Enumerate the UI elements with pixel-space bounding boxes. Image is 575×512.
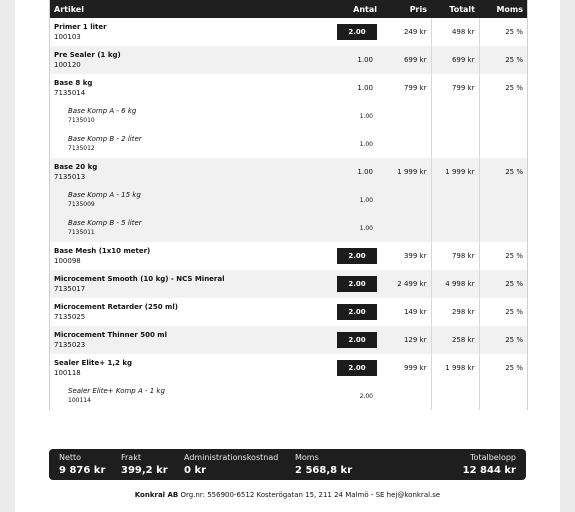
article-code: 100098 — [54, 256, 81, 265]
cell-total: 798 kr — [431, 242, 479, 270]
cell-vat: 25 % — [505, 308, 523, 316]
cell-price: 1 999 kr — [381, 158, 431, 186]
cell-price — [381, 130, 431, 158]
article-code: 100120 — [54, 60, 81, 69]
article-code: 100118 — [54, 368, 81, 377]
summary-netto-value: 9 876 kr — [59, 465, 106, 476]
table-header-row — [50, 0, 527, 18]
order-table-wrapper — [49, 0, 528, 410]
cell-price: 999 kr — [381, 354, 431, 382]
quantity-input[interactable]: 2.00 — [337, 332, 377, 348]
table-row — [50, 242, 527, 270]
article-name: Microcement Retarder (250 ml) — [54, 302, 178, 311]
summary-netto — [59, 453, 105, 478]
table-row — [50, 270, 527, 298]
cell-quantity — [333, 186, 381, 214]
article-code: 7135017 — [54, 284, 86, 293]
quantity-value: 1.00 — [359, 113, 373, 120]
quantity-value: 1.00 — [359, 141, 373, 148]
article-name: Base Mesh (1x10 meter) — [54, 246, 151, 255]
sub-component-row — [50, 130, 527, 158]
cell-total: 298 kr — [431, 298, 479, 326]
cell-quantity — [333, 46, 381, 74]
cell-total: 1 998 kr — [431, 354, 479, 382]
quantity-value: 1.00 — [357, 168, 373, 176]
summary-total-label: Totalbelopp — [470, 453, 516, 462]
cell-price: 399 kr — [381, 242, 431, 270]
summary-frakt — [121, 453, 168, 478]
quantity-input[interactable]: 2.00 — [337, 248, 377, 264]
quantity-input[interactable]: 2.00 — [337, 304, 377, 320]
table-row — [50, 74, 527, 102]
cell-quantity — [333, 298, 381, 326]
article-code: 7135013 — [54, 172, 86, 181]
cell-vat: 25 % — [505, 252, 523, 260]
sub-component-row — [50, 214, 527, 242]
cell-article — [50, 298, 333, 326]
cell-total — [431, 382, 479, 410]
footer-details: Org.nr: 556900-6512 Kosterögatan 15, 211 24 Malmö - SE hej@konkral.se — [180, 491, 441, 499]
quantity-value: 1.00 — [357, 56, 373, 64]
footer-company: Konkral AB — [134, 491, 179, 499]
article-name: Base Komp B - 2 liter — [68, 134, 142, 143]
cell-vat: 25 % — [505, 336, 523, 344]
summary-frakt-value: 399,2 kr — [121, 465, 168, 476]
article-name: Base 8 kg — [54, 78, 93, 87]
summary-frakt-label: Frakt — [121, 453, 141, 462]
cell-price: 129 kr — [381, 326, 431, 354]
quantity-value: 2.00 — [359, 393, 373, 400]
cell-article — [50, 214, 333, 242]
table-body — [50, 18, 527, 410]
sub-component-row — [50, 382, 527, 410]
cell-total: 498 kr — [431, 18, 479, 46]
article-code: 100103 — [54, 32, 81, 41]
article-name: Base Komp A - 6 kg — [68, 106, 137, 115]
cell-total: 258 kr — [431, 326, 479, 354]
article-name: Base Komp A - 15 kg — [68, 190, 141, 199]
cell-vat — [479, 130, 527, 158]
cell-quantity — [333, 326, 381, 354]
sub-component-row — [50, 102, 527, 130]
article-code: 7135010 — [68, 116, 95, 124]
table-row — [50, 354, 527, 382]
cell-price: 2 499 kr — [381, 270, 431, 298]
table-row — [50, 326, 527, 354]
article-code: 7135012 — [68, 144, 95, 152]
cell-price: 699 kr — [381, 46, 431, 74]
quantity-value: 1.00 — [359, 225, 373, 232]
order-page — [15, 0, 560, 512]
cell-price — [381, 186, 431, 214]
article-name: Microcement Smooth (10 kg) - NCS Mineral — [54, 274, 225, 283]
page-footer — [15, 491, 560, 499]
table-row — [50, 18, 527, 46]
cell-quantity — [333, 242, 381, 270]
summary-moms-value: 2 568,8 kr — [295, 465, 353, 476]
quantity-value: 1.00 — [359, 197, 373, 204]
article-name: Microcement Thinner 500 ml — [54, 330, 167, 339]
cell-quantity — [333, 214, 381, 242]
cell-article — [50, 382, 333, 410]
cell-quantity — [333, 74, 381, 102]
cell-article — [50, 158, 333, 186]
article-name: Primer 1 liter — [54, 22, 107, 31]
cell-price — [381, 102, 431, 130]
cell-quantity — [333, 158, 381, 186]
cell-article — [50, 326, 333, 354]
cell-total: 799 kr — [431, 74, 479, 102]
cell-total — [431, 214, 479, 242]
cell-vat: 25 % — [505, 56, 523, 64]
quantity-value: 1.00 — [357, 84, 373, 92]
cell-quantity — [333, 270, 381, 298]
cell-vat — [479, 102, 527, 130]
article-name: Base 20 kg — [54, 162, 98, 171]
article-code: 7135011 — [68, 228, 95, 236]
cell-quantity — [333, 382, 381, 410]
article-code: 7135023 — [54, 340, 86, 349]
article-code: 100114 — [68, 396, 91, 404]
cell-quantity — [333, 130, 381, 158]
cell-vat — [479, 186, 527, 214]
cell-price: 149 kr — [381, 298, 431, 326]
article-code: 7135009 — [68, 200, 95, 208]
cell-price — [381, 382, 431, 410]
header-pris: Pris — [381, 0, 431, 18]
summary-moms-label: Moms — [295, 453, 319, 462]
table-row — [50, 46, 527, 74]
cell-vat: 25 % — [505, 84, 523, 92]
cell-article — [50, 354, 333, 382]
cell-vat — [479, 214, 527, 242]
cell-article — [50, 186, 333, 214]
header-artikel: Artikel — [50, 0, 333, 18]
article-code: 7135025 — [54, 312, 86, 321]
cell-article — [50, 102, 333, 130]
cell-total: 699 kr — [431, 46, 479, 74]
quantity-input[interactable]: 2.00 — [337, 360, 377, 376]
cell-vat: 25 % — [505, 364, 523, 372]
article-name: Sealer Elite+ Komp A - 1 kg — [68, 386, 165, 395]
cell-article — [50, 74, 333, 102]
cell-vat — [479, 382, 527, 410]
article-code: 7135014 — [54, 88, 86, 97]
article-name: Pre Sealer (1 kg) — [54, 50, 121, 59]
cell-vat: 25 % — [505, 28, 523, 36]
header-antal: Antal — [333, 0, 381, 18]
cell-total: 4 998 kr — [431, 270, 479, 298]
cell-total — [431, 130, 479, 158]
summary-moms — [295, 453, 352, 478]
cell-article — [50, 46, 333, 74]
header-moms: Moms — [479, 0, 527, 18]
summary-total-value: 12 844 kr — [462, 465, 516, 476]
article-name: Sealer Elite+ 1,2 kg — [54, 358, 133, 367]
cell-article — [50, 18, 333, 46]
cell-article — [50, 130, 333, 158]
quantity-input[interactable]: 2.00 — [337, 24, 377, 40]
order-table — [50, 0, 527, 410]
cell-quantity — [333, 102, 381, 130]
cell-article — [50, 270, 333, 298]
summary-admin-label: Administrationskostnad — [184, 453, 279, 462]
article-name: Base Komp B - 5 liter — [68, 218, 142, 227]
cell-total — [431, 102, 479, 130]
quantity-input[interactable]: 2.00 — [337, 276, 377, 292]
summary-total — [463, 453, 516, 478]
cell-vat: 25 % — [505, 168, 523, 176]
cell-price — [381, 214, 431, 242]
table-row — [50, 158, 527, 186]
cell-price: 799 kr — [381, 74, 431, 102]
cell-quantity — [333, 18, 381, 46]
table-row — [50, 298, 527, 326]
sub-component-row — [50, 186, 527, 214]
summary-admin-value: 0 kr — [184, 465, 207, 476]
summary-admin — [184, 453, 278, 478]
order-summary-bar — [49, 449, 526, 480]
cell-vat: 25 % — [505, 280, 523, 288]
cell-price: 249 kr — [381, 18, 431, 46]
cell-quantity — [333, 354, 381, 382]
summary-netto-label: Netto — [59, 453, 82, 462]
cell-total: 1 999 kr — [431, 158, 479, 186]
cell-article — [50, 242, 333, 270]
header-totalt: Totalt — [431, 0, 479, 18]
cell-total — [431, 186, 479, 214]
